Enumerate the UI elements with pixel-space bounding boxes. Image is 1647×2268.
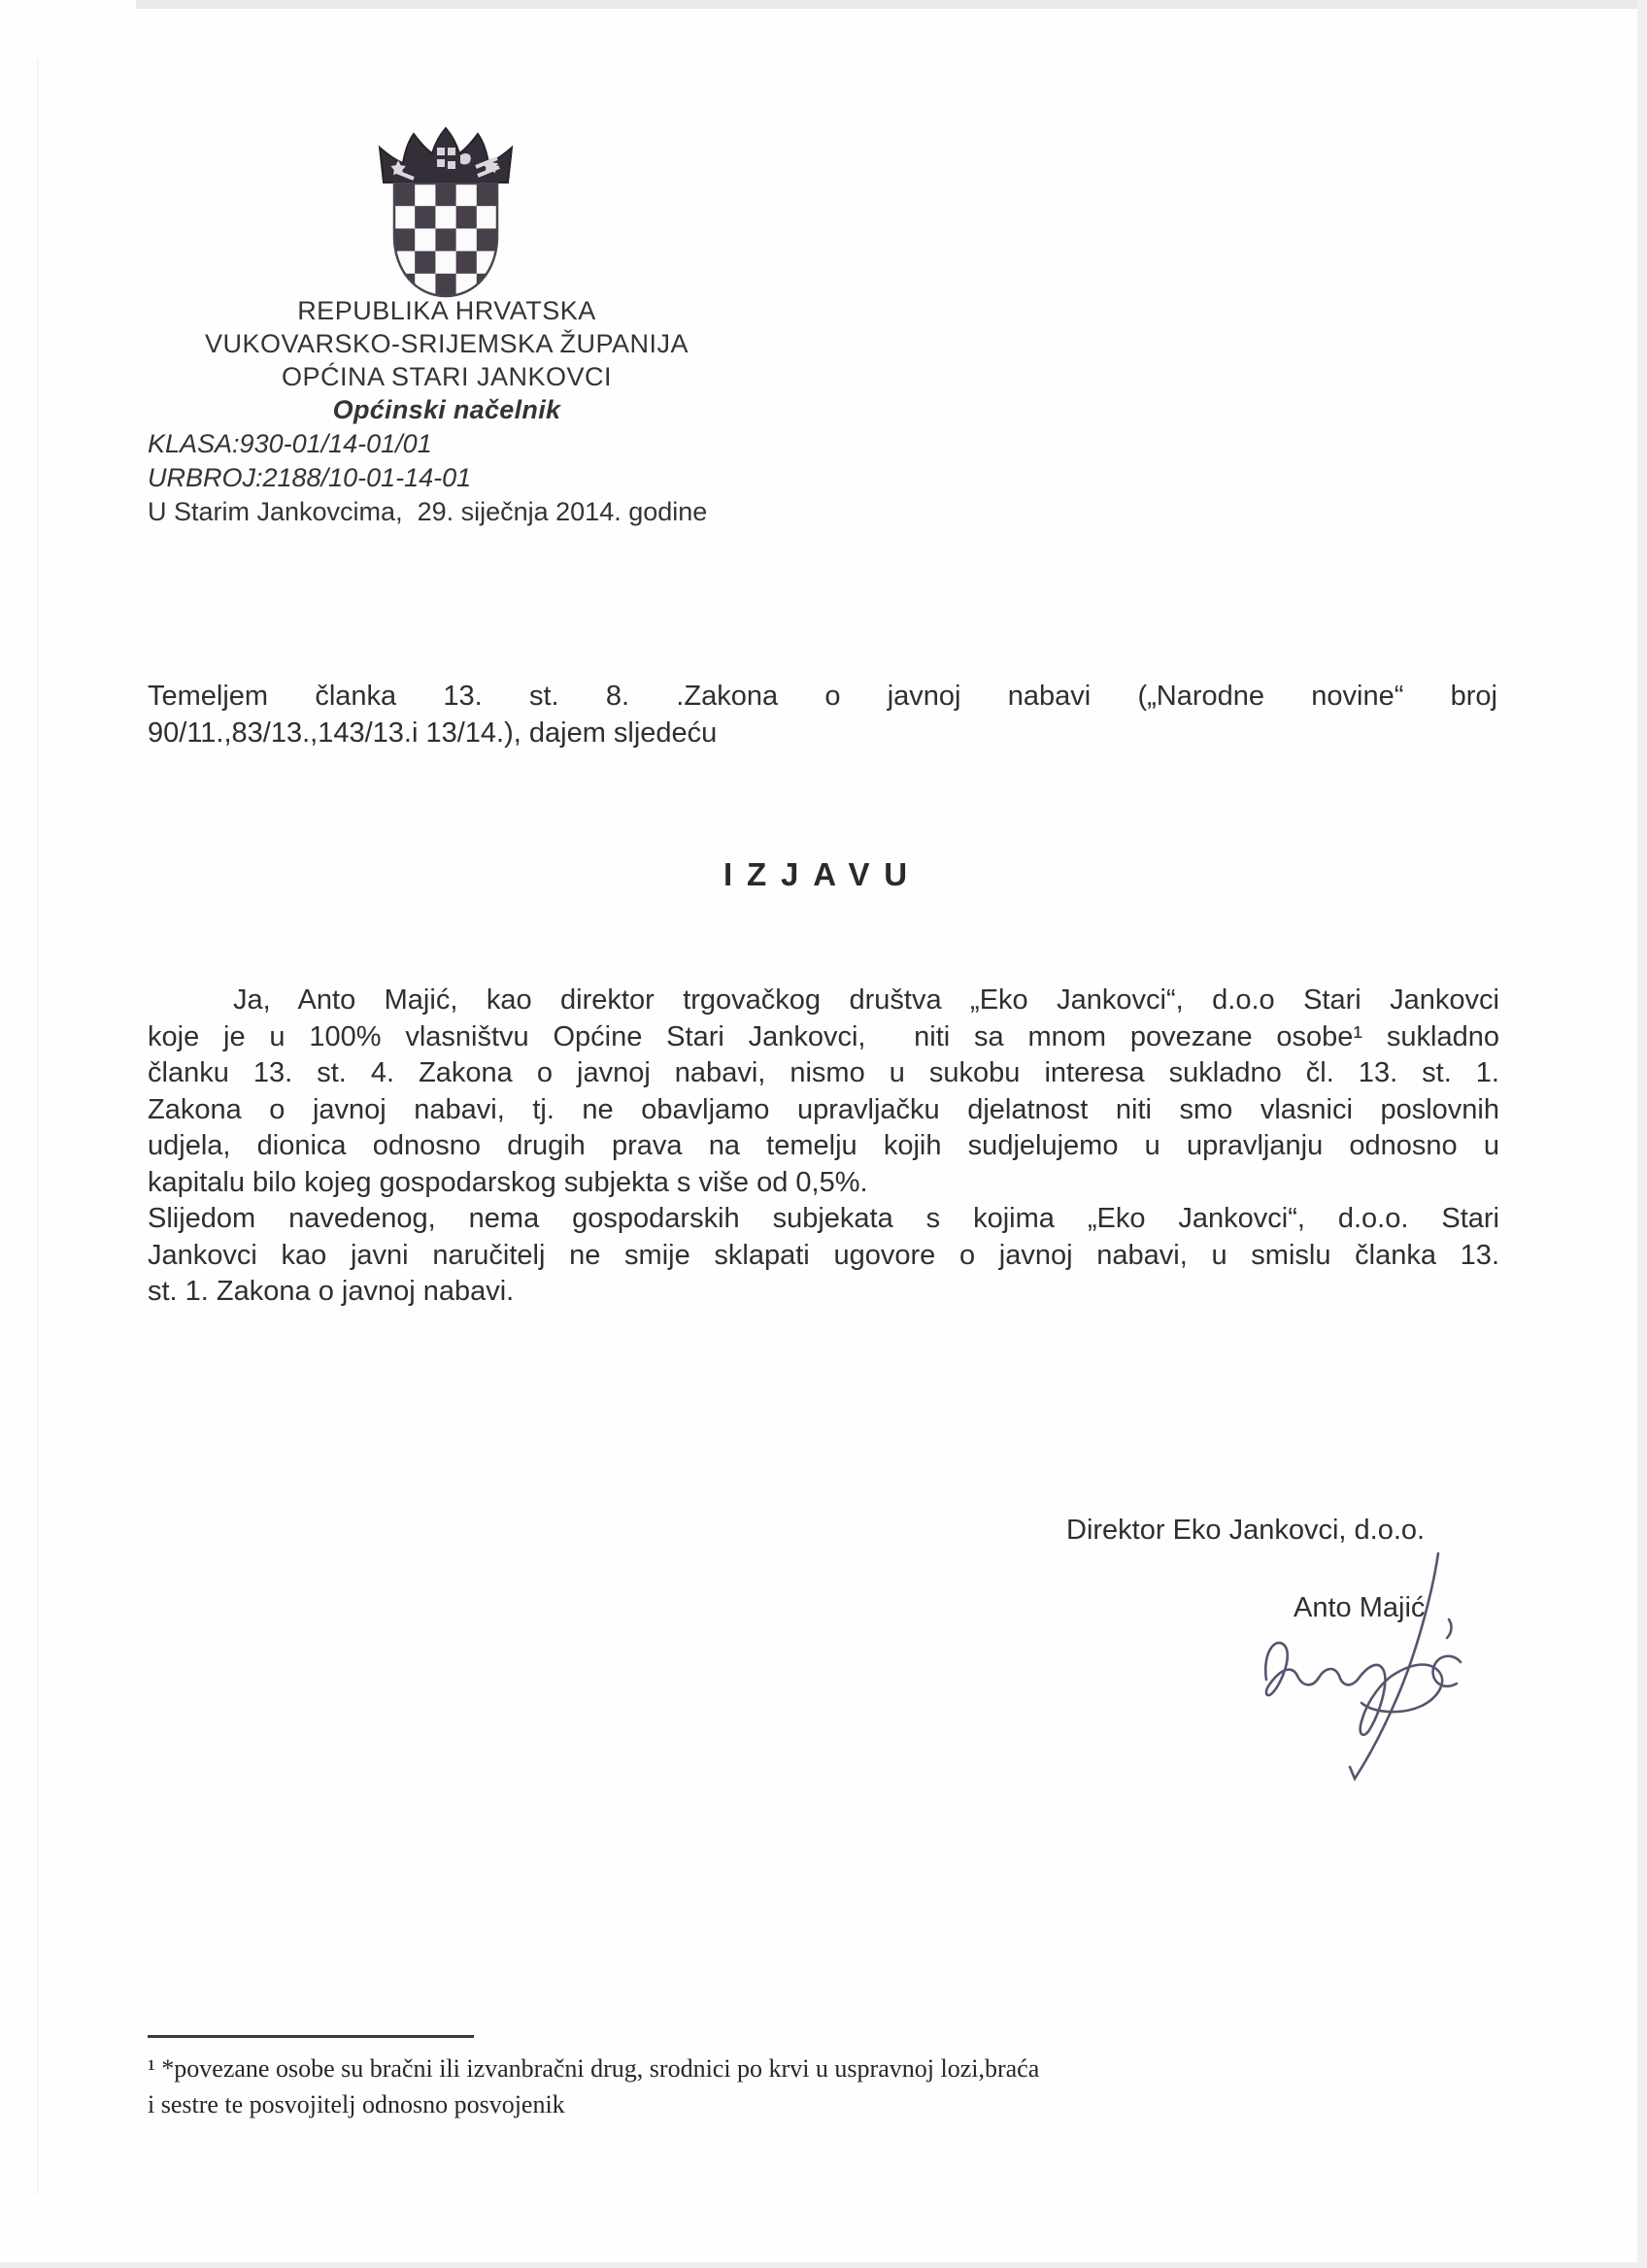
header-municipality: OPĆINA STARI JANKOVCI [281,362,613,391]
body-line: Ja, Anto Majić, kao direktor trgovačkog društva „Eko Jankovci“, d.o.o Stari Jankovci [233,984,1499,1016]
header-country: REPUBLIKA HRVATSKA [297,296,596,325]
intro-line-1: Temeljem članka 13. st. 8. .Zakona o javnoj nabavi („Narodne novine“ broj [148,681,1497,712]
body-line: koje je u 100% vlasništvu Općine Stari Jankovci, niti sa mnom povezane osobe¹ sukladno [148,1020,1499,1052]
doc-place-date: U Starim Jankovcima, 29. siječnja 2014. godine [148,497,708,526]
footnote [148,2051,1216,2122]
intro-line-2: 90/11.,83/13.,143/13.i 13/14.), dajem sljedeću [148,717,718,749]
body-line: udjela, dionica odnosno drugih prava na temelju kojih sudjelujemo u upravljanju odnosno u [148,1130,1499,1161]
doc-urbroj: URBROJ:2188/10-01-14-01 [148,463,472,492]
registry-block [148,427,707,529]
body-line: st. 1. Zakona o javnoj nabavi. [148,1276,515,1307]
handwritten-signature-icon [1231,1548,1494,1790]
scan-edge-artifact-bottom [0,2262,1647,2268]
croatia-coat-of-arms-icon [377,122,515,301]
institution-header [117,294,777,426]
body-line: članku 13. st. 4. Zakona o javnoj nabavi, nismo u sukobu interesa sukladno čl. 13. st. 1. [148,1057,1499,1088]
header-office-title: Općinski načelnik [332,395,561,424]
scan-edge-artifact-right [1637,0,1647,2268]
body-line: Slijedom navedenog, nema gospodarskih subjekata s kojima „Eko Jankovci“, d.o.o. Stari [148,1203,1499,1234]
body-line: Zakona o javnoj nabavi, tj. ne obavljamo upravljačku djelatnost niti smo vlasnici poslovnih [148,1093,1499,1125]
body-line: kapitalu bilo kojeg gospodarskog subjekta s više od 0,5%. [148,1166,868,1198]
header-county: VUKOVARSKO-SRIJEMSKA ŽUPANIJA [204,329,689,358]
document-title: IZJAVU [723,856,922,892]
footnote-line-1: ¹ *povezane osobe su bračni ili izvanbračni drug, srodnici po krvi u uspravnoj lozi,braća [148,2054,1040,2083]
signature-role-line: Direktor Eko Jankovci, d.o.o. [1066,1515,1426,1546]
doc-klasa: KLASA:930-01/14-01/01 [148,429,432,458]
signature-name: Anto Majić [1294,1592,1426,1623]
scan-edge-artifact-top [136,0,1647,9]
scan-edge-artifact-left [37,58,39,2194]
body-line: Jankovci kao javni naručitelj ne smije sklapati ugovore o javnoj nabavi, u smislu članka 13. [148,1239,1499,1271]
footnote-separator [148,2035,474,2038]
intro-paragraph [148,678,1497,751]
footnote-line-2: i sestre te posvojitelj odnosno posvojenik [148,2090,565,2118]
declaration-body [148,983,1499,1311]
